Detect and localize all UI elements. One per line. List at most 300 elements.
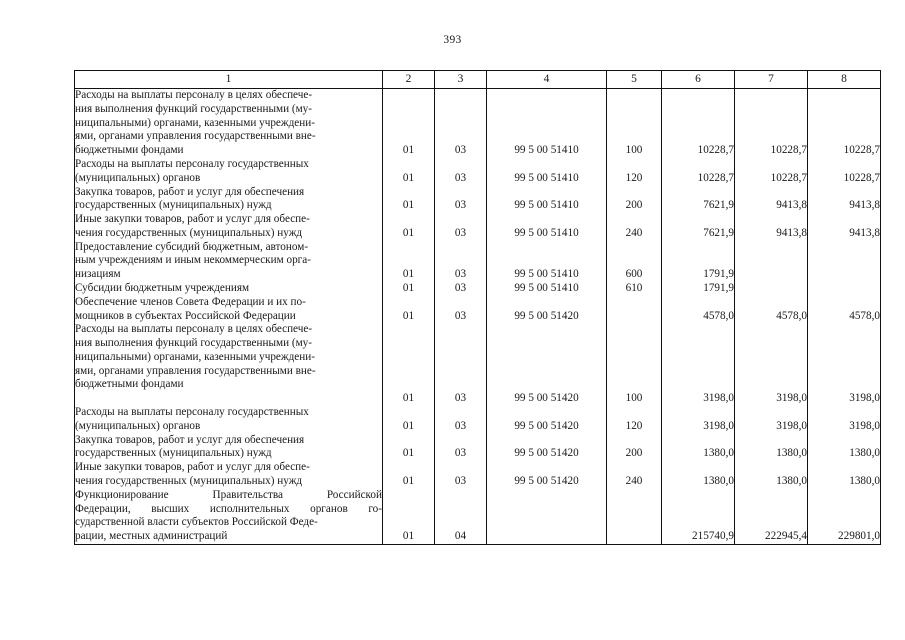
line-spacer bbox=[808, 186, 880, 200]
row-description-line: бюджетными фондами bbox=[75, 378, 184, 391]
row-amount-year3 bbox=[808, 282, 881, 296]
line-spacer bbox=[808, 406, 880, 420]
line-spacer bbox=[735, 516, 807, 530]
line-spacer bbox=[808, 516, 880, 530]
line-spacer bbox=[808, 337, 880, 351]
line-spacer bbox=[808, 241, 880, 255]
line-spacer bbox=[383, 117, 434, 131]
line-spacer bbox=[383, 461, 434, 475]
line-spacer bbox=[383, 351, 434, 365]
row-amount-year3-value: 9413,8 bbox=[849, 226, 880, 239]
line-spacer bbox=[662, 103, 734, 117]
line-spacer bbox=[607, 351, 661, 365]
row-section-code-value: 01 bbox=[402, 447, 415, 460]
row-expense-type-code-value: 600 bbox=[625, 268, 643, 281]
row-target-item-code-value: 99 5 00 51420 bbox=[514, 475, 579, 487]
row-expense-type-code-value: 200 bbox=[625, 199, 643, 212]
line-spacer bbox=[607, 379, 661, 393]
row-target-item-code bbox=[487, 434, 607, 462]
row-description-line: Обеспечение членов Совета Федерации и их по- bbox=[75, 295, 306, 308]
row-expense-type-code bbox=[607, 489, 662, 545]
row-description-line: чения государственных (муниципальных) нужд bbox=[75, 226, 303, 239]
column-header-2: 2 bbox=[383, 71, 435, 89]
row-description-line: Функционирование Правительства Российской bbox=[75, 488, 382, 501]
row-target-item-code-value: 99 5 00 51420 bbox=[514, 419, 579, 432]
column-header-6: 6 bbox=[662, 71, 735, 89]
row-section-code bbox=[383, 489, 435, 545]
row-target-item-code-value: 99 5 00 51420 bbox=[514, 392, 579, 405]
line-spacer bbox=[808, 489, 880, 503]
line-spacer bbox=[662, 213, 734, 227]
line-spacer bbox=[435, 503, 486, 517]
column-header-1: 1 bbox=[75, 71, 383, 89]
row-target-item-code bbox=[487, 406, 607, 434]
row-section-code bbox=[383, 406, 435, 434]
row-description-line: рации, местных администраций bbox=[75, 530, 228, 543]
line-spacer bbox=[662, 461, 734, 475]
row-expense-type-code bbox=[607, 89, 662, 158]
table-row bbox=[75, 186, 881, 214]
line-spacer bbox=[662, 351, 734, 365]
line-spacer bbox=[607, 103, 661, 117]
line-spacer bbox=[383, 103, 434, 117]
line-spacer bbox=[487, 503, 606, 517]
line-spacer bbox=[808, 103, 880, 117]
row-amount-year1 bbox=[662, 296, 735, 324]
line-spacer bbox=[735, 241, 807, 255]
line-spacer bbox=[735, 461, 807, 475]
row-target-item-code-value: 99 5 00 51410 bbox=[514, 199, 579, 212]
line-spacer bbox=[435, 89, 486, 103]
row-section-code bbox=[383, 296, 435, 324]
line-spacer bbox=[435, 186, 486, 200]
line-spacer bbox=[487, 254, 606, 268]
line-spacer bbox=[487, 489, 606, 503]
line-spacer bbox=[607, 489, 661, 503]
row-description-cell bbox=[75, 89, 383, 158]
row-amount-year3 bbox=[808, 89, 881, 158]
row-expense-type-code-value: 240 bbox=[625, 475, 643, 487]
line-spacer bbox=[808, 379, 880, 393]
row-description-line: государственных (муниципальных) нужд bbox=[75, 447, 272, 460]
row-description-line: (муниципальных) органов bbox=[75, 171, 201, 184]
row-amount-year3-value: 10228,7 bbox=[843, 144, 880, 157]
row-amount-year1-value: 10228,7 bbox=[697, 171, 734, 184]
line-spacer bbox=[735, 296, 807, 310]
table-row bbox=[75, 282, 881, 296]
row-amount-year2-value: 4578,0 bbox=[776, 309, 807, 322]
line-spacer bbox=[808, 351, 880, 365]
row-target-item-code-value: 99 5 00 51420 bbox=[514, 309, 579, 322]
row-description-line: Расходы на выплаты персоналу в целях обеспече- bbox=[75, 323, 313, 336]
row-target-item-code-value: 99 5 00 51410 bbox=[514, 268, 579, 281]
line-spacer bbox=[607, 254, 661, 268]
line-spacer bbox=[487, 130, 606, 144]
line-spacer bbox=[487, 323, 606, 337]
row-amount-year2 bbox=[735, 296, 808, 324]
line-spacer bbox=[487, 461, 606, 475]
row-amount-year1-value: 4578,0 bbox=[703, 309, 734, 322]
row-amount-year3-value: 10228,7 bbox=[843, 171, 880, 184]
row-description-line: ным учреждениям и иным некоммерческим орга- bbox=[75, 254, 311, 267]
row-amount-year3 bbox=[808, 434, 881, 462]
line-spacer bbox=[735, 323, 807, 337]
row-subsection-code-value: 03 bbox=[454, 144, 467, 157]
row-target-item-code bbox=[487, 282, 607, 296]
line-spacer bbox=[383, 406, 434, 420]
row-amount-year1-value: 1380,0 bbox=[703, 447, 734, 460]
line-spacer bbox=[607, 365, 661, 379]
row-description-line: Закупка товаров, работ и услуг для обеспечения bbox=[75, 185, 305, 198]
row-expense-type-code-value: 100 bbox=[625, 144, 643, 157]
row-description-line: мощников в субъектах Российской Федерации bbox=[75, 309, 296, 322]
row-amount-year1 bbox=[662, 406, 735, 434]
row-section-code-value: 01 bbox=[402, 282, 415, 294]
row-amount-year3-value: 3198,0 bbox=[849, 392, 880, 405]
row-description-line: ниципальными) органами, казенными учреждени- bbox=[75, 350, 315, 363]
row-description-line: государственных (муниципальных) нужд bbox=[75, 199, 272, 212]
table-row bbox=[75, 406, 881, 434]
line-spacer bbox=[383, 254, 434, 268]
row-section-code-value: 01 bbox=[402, 309, 415, 322]
line-spacer bbox=[383, 516, 434, 530]
row-amount-year2 bbox=[735, 213, 808, 241]
row-description-line: чения государственных (муниципальных) нужд bbox=[75, 474, 303, 487]
row-subsection-code-value: 03 bbox=[454, 447, 467, 460]
row-amount-year1 bbox=[662, 323, 735, 406]
row-description-line: ния выполнения функций государственными (му- bbox=[75, 337, 313, 350]
row-expense-type-code-value: 120 bbox=[625, 171, 643, 184]
line-spacer bbox=[662, 406, 734, 420]
row-amount-year1 bbox=[662, 489, 735, 545]
line-spacer bbox=[435, 406, 486, 420]
row-amount-year1-value: 215740,9 bbox=[692, 530, 734, 543]
line-spacer bbox=[435, 351, 486, 365]
row-amount-year1-value: 10228,7 bbox=[697, 144, 734, 157]
row-amount-year3 bbox=[808, 406, 881, 434]
line-spacer bbox=[487, 365, 606, 379]
line-spacer bbox=[435, 365, 486, 379]
table-row bbox=[75, 213, 881, 241]
row-amount-year2-value: 9413,8 bbox=[776, 199, 807, 212]
row-amount-year2 bbox=[735, 186, 808, 214]
line-spacer bbox=[487, 89, 606, 103]
row-amount-year1-value: 1791,9 bbox=[703, 268, 734, 281]
row-subsection-code bbox=[435, 213, 487, 241]
column-header-3: 3 bbox=[435, 71, 487, 89]
line-spacer bbox=[607, 406, 661, 420]
row-target-item-code-value: 99 5 00 51420 bbox=[514, 447, 579, 460]
row-expense-type-code bbox=[607, 323, 662, 406]
table-row bbox=[75, 461, 881, 489]
line-spacer bbox=[607, 323, 661, 337]
row-amount-year2-value: 222945,4 bbox=[765, 530, 807, 543]
row-section-code bbox=[383, 158, 435, 186]
row-target-item-code bbox=[487, 489, 607, 545]
line-spacer bbox=[487, 516, 606, 530]
line-spacer bbox=[435, 241, 486, 255]
line-spacer bbox=[735, 158, 807, 172]
row-section-code-value: 01 bbox=[402, 199, 415, 212]
row-section-code bbox=[383, 282, 435, 296]
line-spacer bbox=[735, 503, 807, 517]
row-description-cell bbox=[75, 489, 383, 545]
table-row bbox=[75, 489, 881, 545]
budget-table-container bbox=[74, 70, 880, 545]
row-amount-year2-value: 1380,0 bbox=[776, 475, 807, 487]
row-section-code-value: 01 bbox=[402, 392, 415, 405]
row-amount-year2 bbox=[735, 241, 808, 282]
row-description-line: бюджетными фондами bbox=[75, 144, 184, 157]
line-spacer bbox=[487, 103, 606, 117]
row-description-line: Расходы на выплаты персоналу государственных bbox=[75, 157, 309, 170]
line-spacer bbox=[487, 434, 606, 448]
row-target-item-code-value: 99 5 00 51410 bbox=[514, 144, 579, 157]
row-section-code bbox=[383, 434, 435, 462]
line-spacer bbox=[735, 379, 807, 393]
row-amount-year1-value: 3198,0 bbox=[703, 419, 734, 432]
line-spacer bbox=[808, 158, 880, 172]
row-subsection-code-value: 03 bbox=[454, 309, 467, 322]
line-spacer bbox=[662, 296, 734, 310]
row-amount-year2 bbox=[735, 89, 808, 158]
row-target-item-code-value: 99 5 00 51410 bbox=[514, 171, 579, 184]
row-section-code bbox=[383, 323, 435, 406]
row-subsection-code-value: 03 bbox=[454, 226, 467, 239]
table-row bbox=[75, 323, 881, 406]
row-description-line: Субсидии бюджетным учреждениям bbox=[75, 282, 250, 294]
row-amount-year3 bbox=[808, 323, 881, 406]
line-spacer bbox=[435, 489, 486, 503]
row-amount-year1-value: 7621,9 bbox=[703, 199, 734, 212]
row-subsection-code-value: 03 bbox=[454, 419, 467, 432]
row-amount-year1 bbox=[662, 241, 735, 282]
line-spacer bbox=[435, 103, 486, 117]
line-spacer bbox=[383, 241, 434, 255]
row-subsection-code bbox=[435, 406, 487, 434]
row-amount-year2 bbox=[735, 461, 808, 489]
row-amount-year1 bbox=[662, 213, 735, 241]
row-description-cell bbox=[75, 296, 383, 324]
row-amount-year2-value: 10228,7 bbox=[770, 144, 807, 157]
line-spacer bbox=[607, 89, 661, 103]
line-spacer bbox=[607, 461, 661, 475]
row-section-code bbox=[383, 186, 435, 214]
row-expense-type-code bbox=[607, 213, 662, 241]
row-description-line: Закупка товаров, работ и услуг для обеспечения bbox=[75, 433, 305, 446]
row-target-item-code bbox=[487, 89, 607, 158]
line-spacer bbox=[662, 516, 734, 530]
row-amount-year3 bbox=[808, 489, 881, 545]
line-spacer bbox=[383, 186, 434, 200]
line-spacer bbox=[435, 434, 486, 448]
row-subsection-code bbox=[435, 489, 487, 545]
row-amount-year3-value: 9413,8 bbox=[849, 199, 880, 212]
row-amount-year1 bbox=[662, 461, 735, 489]
row-target-item-code-value: 99 5 00 51410 bbox=[514, 226, 579, 239]
row-description-line: Расходы на выплаты персоналу государственных bbox=[75, 406, 309, 419]
row-subsection-code-value: 03 bbox=[454, 268, 467, 281]
row-subsection-code bbox=[435, 461, 487, 489]
line-spacer bbox=[735, 434, 807, 448]
line-spacer bbox=[383, 434, 434, 448]
line-spacer bbox=[435, 213, 486, 227]
row-description-line: Иные закупки товаров, работ и услуг для обеспе- bbox=[75, 213, 310, 226]
row-target-item-code bbox=[487, 158, 607, 186]
line-spacer bbox=[487, 158, 606, 172]
row-description-cell bbox=[75, 186, 383, 214]
row-section-code-value: 01 bbox=[402, 419, 415, 432]
line-spacer bbox=[383, 337, 434, 351]
line-spacer bbox=[735, 130, 807, 144]
line-spacer bbox=[607, 503, 661, 517]
row-subsection-code bbox=[435, 282, 487, 296]
row-description-line: Федерации, высших исполнительных органов го- bbox=[75, 502, 382, 515]
row-description-cell bbox=[75, 282, 383, 296]
line-spacer bbox=[662, 117, 734, 131]
line-spacer bbox=[383, 323, 434, 337]
line-spacer bbox=[735, 117, 807, 131]
row-expense-type-code bbox=[607, 296, 662, 324]
row-amount-year1 bbox=[662, 89, 735, 158]
line-spacer bbox=[383, 296, 434, 310]
row-amount-year1-value: 7621,9 bbox=[703, 226, 734, 239]
budget-table bbox=[74, 70, 881, 545]
line-spacer bbox=[487, 241, 606, 255]
row-section-code-value: 01 bbox=[402, 268, 415, 281]
row-amount-year2 bbox=[735, 323, 808, 406]
line-spacer bbox=[607, 337, 661, 351]
line-spacer bbox=[662, 379, 734, 393]
row-amount-year3 bbox=[808, 213, 881, 241]
row-expense-type-code bbox=[607, 282, 662, 296]
row-amount-year2-value: 9413,8 bbox=[776, 226, 807, 239]
row-description-line: сударственной власти субъектов Российской Феде- bbox=[75, 516, 318, 529]
column-header-4: 4 bbox=[487, 71, 607, 89]
row-description-line: низациям bbox=[75, 268, 121, 281]
line-spacer bbox=[808, 434, 880, 448]
row-amount-year2 bbox=[735, 406, 808, 434]
row-description-line: ния выполнения функций государственными (му- bbox=[75, 102, 313, 115]
row-expense-type-code bbox=[607, 241, 662, 282]
row-description-line: Предоставление субсидий бюджетным, автоном- bbox=[75, 240, 309, 253]
line-spacer bbox=[735, 89, 807, 103]
line-spacer bbox=[435, 254, 486, 268]
row-target-item-code bbox=[487, 213, 607, 241]
row-amount-year2-value: 10228,7 bbox=[770, 171, 807, 184]
row-amount-year1-value: 1791,9 bbox=[703, 282, 734, 294]
row-amount-year3 bbox=[808, 241, 881, 282]
line-spacer bbox=[662, 130, 734, 144]
line-spacer bbox=[383, 213, 434, 227]
row-description-cell bbox=[75, 158, 383, 186]
row-subsection-code bbox=[435, 158, 487, 186]
line-spacer bbox=[808, 461, 880, 475]
line-spacer bbox=[662, 489, 734, 503]
row-section-code bbox=[383, 241, 435, 282]
row-section-code-value: 01 bbox=[402, 226, 415, 239]
row-section-code-value: 01 bbox=[402, 475, 415, 487]
row-amount-year3 bbox=[808, 461, 881, 489]
row-target-item-code-value: 99 5 00 51410 bbox=[514, 282, 579, 294]
line-spacer bbox=[808, 89, 880, 103]
row-description-line: ями, органами управления государственными вне- bbox=[75, 364, 316, 377]
line-spacer bbox=[662, 89, 734, 103]
line-spacer bbox=[662, 434, 734, 448]
row-amount-year3-value: 1380,0 bbox=[849, 447, 880, 460]
line-spacer bbox=[435, 379, 486, 393]
line-spacer bbox=[808, 323, 880, 337]
row-section-code bbox=[383, 213, 435, 241]
row-amount-year3-value: 1380,0 bbox=[849, 475, 880, 487]
row-amount-year1 bbox=[662, 282, 735, 296]
line-spacer bbox=[435, 117, 486, 131]
row-subsection-code-value: 03 bbox=[454, 282, 467, 294]
row-description-cell bbox=[75, 241, 383, 282]
row-amount-year1 bbox=[662, 434, 735, 462]
row-subsection-code-value: 04 bbox=[454, 530, 467, 543]
row-description-cell bbox=[75, 323, 383, 406]
line-spacer bbox=[607, 434, 661, 448]
row-section-code-value: 01 bbox=[402, 530, 415, 543]
row-expense-type-code-value: 240 bbox=[625, 226, 643, 239]
line-spacer bbox=[662, 158, 734, 172]
line-spacer bbox=[607, 516, 661, 530]
line-spacer bbox=[435, 461, 486, 475]
line-spacer bbox=[662, 186, 734, 200]
row-expense-type-code-value: 200 bbox=[625, 447, 643, 460]
row-amount-year3 bbox=[808, 296, 881, 324]
row-subsection-code bbox=[435, 89, 487, 158]
line-spacer bbox=[808, 254, 880, 268]
row-expense-type-code-value: 610 bbox=[625, 282, 643, 294]
row-amount-year3-value: 229801,0 bbox=[838, 530, 880, 543]
row-description-cell bbox=[75, 406, 383, 434]
row-expense-type-code bbox=[607, 434, 662, 462]
row-section-code bbox=[383, 461, 435, 489]
line-spacer bbox=[808, 130, 880, 144]
line-spacer bbox=[607, 158, 661, 172]
row-amount-year2 bbox=[735, 282, 808, 296]
line-spacer bbox=[487, 337, 606, 351]
line-spacer bbox=[487, 351, 606, 365]
table-row bbox=[75, 241, 881, 282]
table-row bbox=[75, 296, 881, 324]
line-spacer bbox=[607, 117, 661, 131]
row-amount-year2 bbox=[735, 158, 808, 186]
row-section-code bbox=[383, 89, 435, 158]
row-amount-year2 bbox=[735, 434, 808, 462]
line-spacer bbox=[808, 213, 880, 227]
line-spacer bbox=[808, 117, 880, 131]
row-description-line: ниципальными) органами, казенными учреждени- bbox=[75, 116, 315, 129]
line-spacer bbox=[487, 186, 606, 200]
row-amount-year1 bbox=[662, 186, 735, 214]
line-spacer bbox=[662, 503, 734, 517]
row-description-cell bbox=[75, 434, 383, 462]
row-description-line: ями, органами управления государственными вне- bbox=[75, 130, 316, 143]
line-spacer bbox=[383, 130, 434, 144]
row-subsection-code bbox=[435, 296, 487, 324]
line-spacer bbox=[808, 365, 880, 379]
row-expense-type-code-value: 100 bbox=[625, 392, 643, 405]
line-spacer bbox=[607, 130, 661, 144]
row-amount-year2 bbox=[735, 489, 808, 545]
column-header-8: 8 bbox=[808, 71, 881, 89]
row-subsection-code bbox=[435, 241, 487, 282]
row-expense-type-code bbox=[607, 186, 662, 214]
line-spacer bbox=[383, 503, 434, 517]
